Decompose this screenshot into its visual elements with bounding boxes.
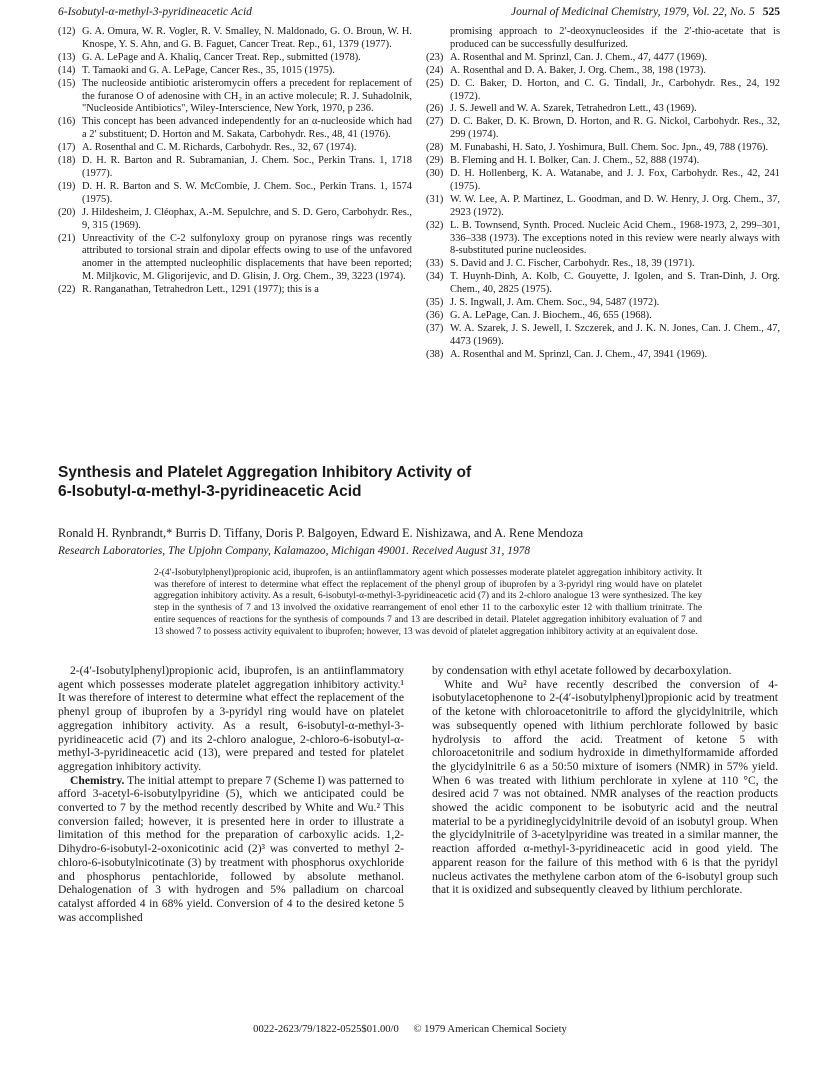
reference-number: (33) xyxy=(426,258,444,270)
reference-entry xyxy=(58,78,412,117)
reference-number: (26) xyxy=(426,103,444,115)
reference-text: G. A. LePage and A. Khaliq, Cancer Treat. Rep., submitted (1978). xyxy=(82,51,361,63)
reference-entry xyxy=(426,155,780,168)
references-column-right xyxy=(426,26,780,362)
abstract: 2-(4′-Isobutylphenyl)propionic acid, ibuprofen, is an antiinflammatory agent which possesses moderate platelet aggregation inhibitory activity. It was therefore of interest to determine what effect the replacement of the phenyl group of ibuprofen by a 3-pyridyl ring would have on platelet aggregation inhibitory activity. As a result, 6-isobutyl-α-methyl-3-pyridineacetic acid (7) and its 2-chloro analogue 13 were synthesized. The key step in the synthesis of 7 and 13 involved the oxidative rearrangement of enol ether 11 to the carboxylic ester 12 with thallium trinitrate. The entire sequences of reactions for the synthesis of compounds 7 and 13 are described in detail. Platelet aggregation inhibitory evaluation of 7 and 13 showed 7 to possess activity equivalent to ibuprofen; however, 13 was devoid of platelet aggregation inhibitory activity at an equivalent dose. xyxy=(154,568,702,637)
intro-paragraph: 2-(4′-Isobutylphenyl)propionic acid, ibuprofen, is an antiinflammatory agent which possesses moderate platelet aggregation inhibitory activity.¹ It was therefore of interest to determine what effect the replacement of the phenyl group of ibuprofen by a 3-pyridyl ring would have on platelet aggregation inhibitory activity. As a result, 6-isobutyl-α-methyl-3-pyridineacetic acid (7) and its 2-chloro analogue, 2-chloro-6-isobutyl-α-methyl-3-pyridineacetic acid (13), were prepared and tested for platelet aggregation inhibitory activity. xyxy=(58,664,404,773)
reference-number: (19) xyxy=(58,180,76,192)
reference-entry xyxy=(426,52,780,65)
reference-number: (34) xyxy=(426,271,444,283)
reference-number: (37) xyxy=(426,322,444,334)
reference-text: D. H. R. Barton and R. Subramanian, J. Chem. Soc., Perkin Trans. 1, 1718 (1977). xyxy=(82,155,412,179)
reference-number: (24) xyxy=(426,64,444,76)
reference-entry xyxy=(58,26,412,52)
reference-number: (30) xyxy=(426,167,444,179)
reference-number: (12) xyxy=(58,26,76,37)
reference-number: (13) xyxy=(58,51,76,63)
reference-number: (18) xyxy=(58,155,76,167)
reference-number: (16) xyxy=(58,116,76,128)
reference-text: Unreactivity of the C-2 sulfonyloxy group on pyranose rings was recently attributed to torsional strain and dipolar effects owing to use of the unfavored anomer in the attempted nucleophilic displacements that have been reported; M. Miljkovic, M. Gligorijevic, and D. Glisin, J. Org. Chem., 39, 3223 (1974). xyxy=(82,232,412,283)
reference-text: D. C. Baker, D. Horton, and C. G. Tindall, Jr., Carbohydr. Res., 24, 192 (1972). xyxy=(450,77,780,102)
reference-text: W. A. Szarek, J. S. Jewell, I. Szczerek, and J. K. N. Jones, Can. J. Chem., 47, 4473 (1969). xyxy=(450,322,780,347)
reference-text: A. Rosenthal and C. M. Richards, Carbohydr. Res., 32, 67 (1974). xyxy=(82,142,357,154)
reference-number: (32) xyxy=(426,219,444,231)
reference-number: (15) xyxy=(58,77,76,89)
reference-entry xyxy=(426,194,780,220)
page-number: 525 xyxy=(762,6,780,18)
reference-text: L. B. Townsend, Synth. Proced. Nucleic Acid Chem., 1968-1973, 2, 299–301, 336–338 (1973). The exceptions noted in this review were nearly always with 8-substituted purine nucleosides. xyxy=(450,219,780,257)
header-article-short-title: 6-Isobutyl-α-methyl-3-pyridineacetic Acid xyxy=(58,6,252,18)
reference-number: (23) xyxy=(426,51,444,63)
affiliation: Research Laboratories, The Upjohn Company, Kalamazoo, Michigan 49001. Received August 31, 1978 xyxy=(58,545,531,557)
reference-entry xyxy=(426,103,780,116)
reference-entry xyxy=(426,116,780,142)
reference-entry xyxy=(426,65,780,78)
running-header xyxy=(58,6,780,22)
reference-entry xyxy=(426,258,780,271)
reference-text: G. A. LePage, Can. J. Biochem., 46, 655 (1968). xyxy=(450,309,652,321)
reference-text: T. Huynh-Dinh, A. Kolb, C. Gouyette, J. Igolen, and S. Tran-Dinh, J. Org. Chem., 40, 2825 (1975). xyxy=(450,271,780,296)
reference-number: (36) xyxy=(426,309,444,321)
reference-entry xyxy=(58,155,412,181)
white-wu-paragraph: White and Wu² have recently described the conversion of 4-isobutylacetophenone to 2-(4′-isobutylphenyl)propionic acid by treatment of the ketone with chloroacetonitrile to afford the glycidylnitrile, which was subsequently opened with lithium perchlorate followed by basic hydrolysis to afford the acid. Treatment of ketone 5 with chloroacetonitrile and sodium hydroxide in dimethylformamide afforded the glycidylnitrile 6 as a 50:50 mixture of isomers (NMR) in 57% yield. When 6 was treated with lithium perchlorate in xylene at 110 °C, the desired acid 7 was not obtained. NMR analyses of the reaction products showed the acidic component to be isobutyric acid and the neutral material to be a pyridineglycidylnitrile devoid of an isobutyl group. When the glycidylnitrile of 3-acetylpyridine was treated in a similar manner, the reaction afforded α-methyl-3-pyridineacetic acid in good yield. The apparent reason for the failure of this method with 6 is that the pyridyl nucleus activates the methylene carbon atom of the 6-isobutyl group such that it is oxidized and subsequently cleaved by lithium perchlorate. xyxy=(432,677,778,897)
reference-text: J. Hildesheim, J. Cléophax, A.-M. Sepulchre, and S. D. Gero, Carbohydr. Res., 9, 315 (1969). xyxy=(82,206,412,231)
reference-number: (25) xyxy=(426,77,444,89)
article-title xyxy=(58,463,778,501)
reference-entry xyxy=(426,323,780,349)
reference-text: D. C. Baker, D. K. Brown, D. Horton, and R. G. Nickol, Carbohydr. Res., 32, 299 (1974). xyxy=(450,116,780,141)
reference-entry xyxy=(58,181,412,207)
reference-entry xyxy=(58,65,412,78)
chemistry-text: The initial attempt to prepare 7 (Scheme I) was patterned to afford 3-acetyl-6-isobutylpyridine (5), which we anticipated could be converted to 7 by the method recently described by White and Wu.² This conversion failed; however, it is presented here in order to illustrate a limitation of this method for the preparation of carboxylic acids. 1,2-Dihydro-6-isobutyl-2-oxonicotinic acid (2)³ was converted to methyl 2-chloro-6-isobutylnicotinate (3) by treatment with phosphorus oxychloride and phosphorus pentachloride, followed by absolute methanol. Dehalogenation of 3 with hydrogen and 5% palladium on charcoal catalyst afforded 4 in 68% yield. Conversion of 4 to the desired ketone 5 was accomplished xyxy=(58,773,404,924)
reference-entry xyxy=(426,142,780,155)
page-footer xyxy=(0,1024,820,1035)
reference-number: (17) xyxy=(58,142,76,154)
reference-entry xyxy=(58,116,412,142)
reference-text: The nucleoside antibiotic aristeromycin offers a precedent for replacement of the furanose O of adenosine with CH₂ in an active molecule; R. J. Suhadolnik, "Nucleoside Antibiotics", Wiley-Interscience, New York, 1970, p 236. xyxy=(82,77,412,115)
title-line-2: 6-Isobutyl-α-methyl-3-pyridineacetic Acid xyxy=(58,483,362,500)
title-line-1: Synthesis and Platelet Aggregation Inhibitory Activity of xyxy=(58,464,472,481)
reference-number: (35) xyxy=(426,297,444,309)
body-column-left xyxy=(58,664,404,924)
reference-number xyxy=(426,26,450,52)
reference-text: S. David and J. C. Fischer, Carbohydr. Res., 18, 39 (1971). xyxy=(450,258,695,270)
header-journal xyxy=(511,6,780,18)
reference-text: D. H. R. Barton and S. W. McCombie, J. Chem. Soc., Perkin Trans. 1, 1574 (1975). xyxy=(82,180,412,205)
reference-entry xyxy=(58,207,412,233)
reference-entry xyxy=(58,233,412,285)
reference-entry xyxy=(426,220,780,259)
reference-entry xyxy=(426,26,780,52)
body-column-right xyxy=(432,664,778,897)
reference-number: (29) xyxy=(426,155,444,167)
reference-number: (27) xyxy=(426,116,444,128)
reference-text: R. Ranganathan, Tetrahedron Lett., 1291 (1977); this is a xyxy=(82,284,319,296)
chemistry-paragraph xyxy=(58,774,404,925)
reference-number: (22) xyxy=(58,284,76,296)
reference-entry xyxy=(426,297,780,310)
reference-text: G. A. Omura, W. R. Vogler, R. V. Smalley, N. Maldonado, G. O. Broun, W. H. Knospe, Y. S. Ahn, and G. B. Faguet, Cancer Treat. Rep., 61, 1379 (1977). xyxy=(82,26,412,50)
reference-text: J. S. Jewell and W. A. Szarek, Tetrahedron Lett., 43 (1969). xyxy=(450,103,697,115)
author-list: Ronald H. Rynbrandt,* Burris D. Tiffany, Doris P. Balgoyen, Edward E. Nishizawa, and A. Rene Mendoza xyxy=(58,526,584,540)
reference-text: A. Rosenthal and M. Sprinzl, Can. J. Chem., 47, 3941 (1969). xyxy=(450,348,708,360)
reference-entry xyxy=(426,168,780,194)
reference-number: (21) xyxy=(58,232,76,244)
reference-entry xyxy=(58,52,412,65)
section-heading-chemistry: Chemistry. xyxy=(70,773,125,787)
reference-text: D. H. Hollenberg, K. A. Watanabe, and J. J. Fox, Carbohydr. Res., 42, 241 (1975). xyxy=(450,167,780,192)
reference-text: B. Fleming and H. I. Bolker, Can. J. Chem., 52, 888 (1974). xyxy=(450,155,700,167)
copyright: © 1979 American Chemical Society xyxy=(413,1024,567,1035)
reference-number: (38) xyxy=(426,348,444,360)
reference-text: T. Tamaoki and G. A. LePage, Cancer Res., 35, 1015 (1975). xyxy=(82,64,335,76)
reference-entry xyxy=(58,142,412,155)
reference-number: (31) xyxy=(426,193,444,205)
reference-entry xyxy=(426,310,780,323)
references-column-left xyxy=(58,26,412,297)
article-code: 0022-2623/79/1822-0525$01.00/0 xyxy=(253,1024,399,1035)
reference-text: promising approach to 2′-deoxynucleosides if the 2′-thio-acetate that is produced can be successfully desulfurized. xyxy=(450,26,780,50)
header-journal-citation: Journal of Medicinal Chemistry, 1979, Vol. 22, No. 5 xyxy=(511,6,755,18)
reference-number: (28) xyxy=(426,142,444,154)
reference-text: W. W. Lee, A. P. Martinez, L. Goodman, and D. W. Henry, J. Org. Chem., 37, 2923 (1972). xyxy=(450,193,780,218)
reference-text: A. Rosenthal and D. A. Baker, J. Org. Chem., 38, 198 (1973). xyxy=(450,64,706,76)
reference-entry xyxy=(426,78,780,104)
reference-text: M. Funabashi, H. Sato, J. Yoshimura, Bull. Chem. Soc. Jpn., 49, 788 (1976). xyxy=(450,142,769,154)
reference-entry xyxy=(58,284,412,297)
reference-number: (20) xyxy=(58,206,76,218)
reference-text: This concept has been advanced independently for an α-nucleoside which had a 2′ substituent; D. Horton and M. Sakata, Carbohydr. Res., 48, 41 (1976). xyxy=(82,116,412,141)
reference-entry xyxy=(426,349,780,362)
reference-text: A. Rosenthal and M. Sprinzl, Can. J. Chem., 47, 4477 (1969). xyxy=(450,51,708,63)
reference-text: J. S. Ingwall, J. Am. Chem. Soc., 94, 5487 (1972). xyxy=(450,297,660,309)
reference-entry xyxy=(426,271,780,297)
continued-paragraph: by condensation with ethyl acetate followed by decarboxylation. xyxy=(432,664,732,677)
reference-number: (14) xyxy=(58,64,76,76)
